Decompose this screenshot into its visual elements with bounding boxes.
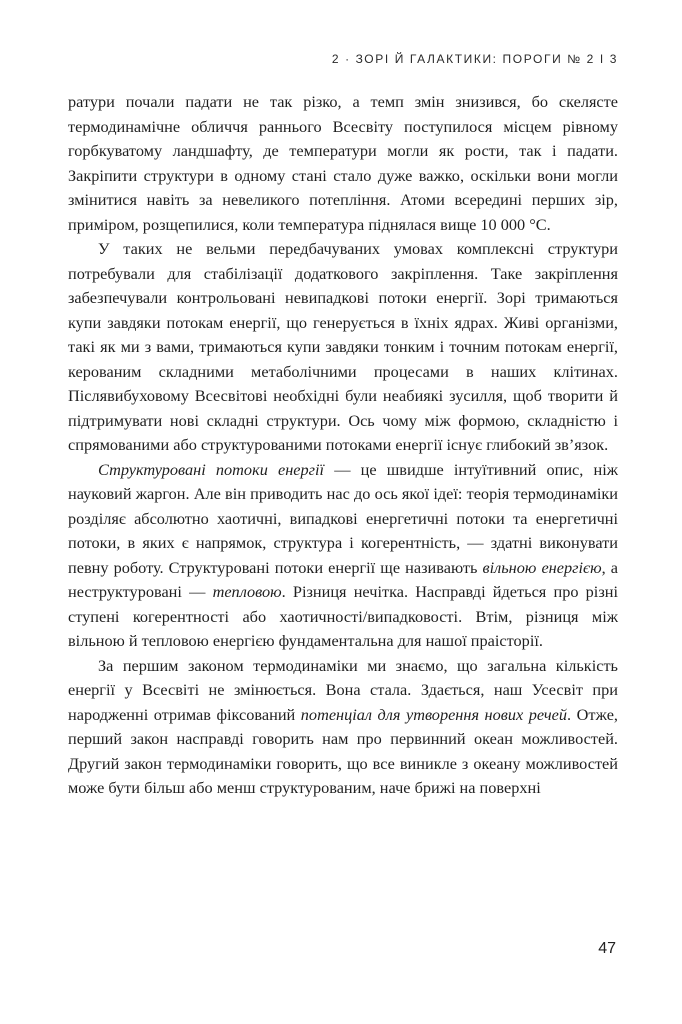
paragraph-4-segment-3: . Отже, перший закон насправді говорить нам про первинний океан можливостей. Другий закон термодинаміки говорить, що все виникле з океану можливостей може бути більш або менш структурованим, наче брижі на поверхні <box>68 704 618 797</box>
paragraph-3-segment-1: Структуровані потоки енергії <box>98 459 325 479</box>
paragraph-2 <box>68 237 618 458</box>
paragraph-3-segment-6: . Різниця нечітка. Насправді йдеться про різні ступені когерентності або хаотичності/випадковості. Втім, різниця між вільною й тепловою енергією фундаментальна для нашої праісторії. <box>68 582 618 650</box>
paragraph-3-segment-4: , а неструктуровані — <box>68 557 618 601</box>
body-text <box>68 90 618 801</box>
running-head: 2 · ЗОРІ Й ГАЛАКТИКИ: ПОРОГИ № 2 І 3 <box>331 52 618 66</box>
page-number: 47 <box>598 940 616 957</box>
paragraph-4-segment-1: За першим законом термодинаміки ми знаємо, що загальна кількість енергії у Всесвіті не змінюється. Вона стала. Здається, наш Усесвіт при народженні отримав фіксований <box>68 655 618 724</box>
paragraph-4 <box>68 654 618 801</box>
paragraph-3-segment-2: — це швидше інтуїтивний опис, ніж науковий жаргон. Але він приводить нас до ось якої ідеї: теорія термодинаміки розділяє абсолютно хаотичні, випадкові енергетичні потоки та енергетичні потоки, в яких є напрямок, структура і когерентність, — здатні виконувати певну роботу. Структуровані потоки енергії ще називають <box>68 459 618 577</box>
paragraph-1-segment-1: ратури почали падати не так різко, а темп змін знизився, бо скелясте термодинамічне обличчя раннього Всесвіту поступилося місцем рівному горбкуватому ландшафту, де температури могли як рости, так і падати. Закріпити структури в одному стані стало дуже важко, оскільки вони могли змінитися навіть за невеликого потепління. Атоми всередині перших зір, приміром, розщепилися, коли температура піднялася вище 10 000 °С. <box>68 92 618 234</box>
paragraph-2-segment-1: У таких не вельми передбачуваних умовах комплексні структури потребували для стабілізації додаткового закріплення. Таке закріплення забезпечували контрольовані невипадкові потоки енергії. Зорі тримаються купи завдяки потокам енергії, що генерується в їхніх ядрах. Живі організми, такі як ми з вами, тримаються купи завдяки тонким і точним потокам енергії, керованим складними метаболічними процесами в наших клітинах. Післявибуховому Всесвітові необхідні були неабиякі зусилля, щоб творити й підтримувати нові складні структури. Ось чому між формою, складністю і спрямованими або структурованими потоками енергії існує глибокий зв’язок. <box>68 239 618 454</box>
paragraph-3-segment-5: тепловою <box>212 582 282 601</box>
paragraph-1 <box>68 90 618 237</box>
paragraph-3 <box>68 458 618 654</box>
paragraph-4-segment-2: потенціал для утворення нових речей <box>300 704 567 724</box>
paragraph-3-segment-3: вільною енергією <box>482 557 602 577</box>
